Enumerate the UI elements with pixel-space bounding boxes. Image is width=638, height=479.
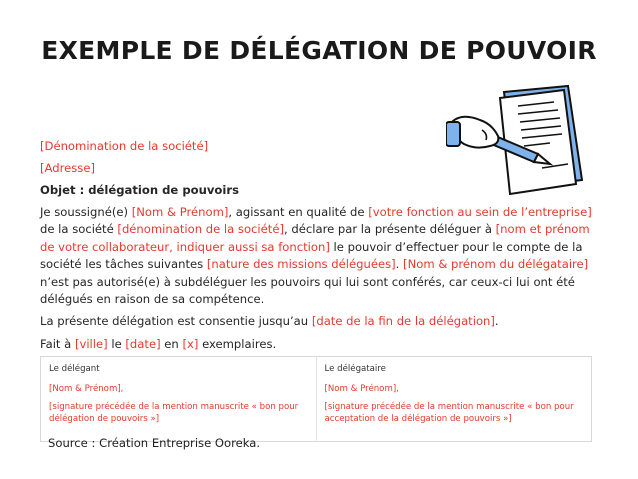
delegataire-signature-mention: [signature précédée de la mention manuscrite « bon pour acceptation de la délégation de pouvoirs »] (324, 402, 574, 424)
address-placeholder: [Adresse] (40, 161, 95, 175)
source-caption: Source : Création Entreprise Ooreka. (48, 436, 261, 450)
delegant-signature-mention: [signature précédée de la mention manuscrite « bon pour délégation de pouvoirs »] (49, 402, 299, 424)
signature-table (40, 356, 592, 442)
body-paragraph-3: Fait à [ville] le [date] en [x] exemplaires. (40, 336, 277, 351)
signature-cell-delegataire (316, 357, 592, 442)
signature-cell-delegant (41, 357, 317, 442)
body-paragraph-2: La présente délégation est consentie jusqu’au [date de la fin de la délégation]. (40, 314, 499, 329)
delegation-letter (40, 138, 595, 353)
company-placeholder: [Dénomination de la société] (40, 139, 209, 153)
delegataire-name-placeholder: [Nom & Prénom], (324, 384, 399, 394)
body-paragraph-1: Je soussigné(e) [Nom & Prénom], agissant en qualité de [votre fonction au sein de l’entreprise] de la société [dénomination de la société], déclare par la présente déléguer à [nom et prénom de votre collaborateur, indiquer aussi sa fonction] le pouvoir d’effectuer pour le compte de la société les tâches suivantes [nature des missions déléguées]. [Nom & prénom du délégataire] n’est pas autorisé(e) à subdéléguer les pouvoirs qui lui sont conférés, car ceux-ci lui ont été délégués en raison de sa compétence. (40, 205, 592, 307)
delegataire-heading: Le délégataire (324, 364, 386, 374)
slide-title: EXEMPLE DE DÉLÉGATION DE POUVOIR (41, 36, 597, 65)
delegant-name-placeholder: [Nom & Prénom], (49, 384, 124, 394)
delegant-heading: Le délégant (49, 364, 100, 374)
letter-object: Objet : délégation de pouvoirs (40, 183, 239, 197)
